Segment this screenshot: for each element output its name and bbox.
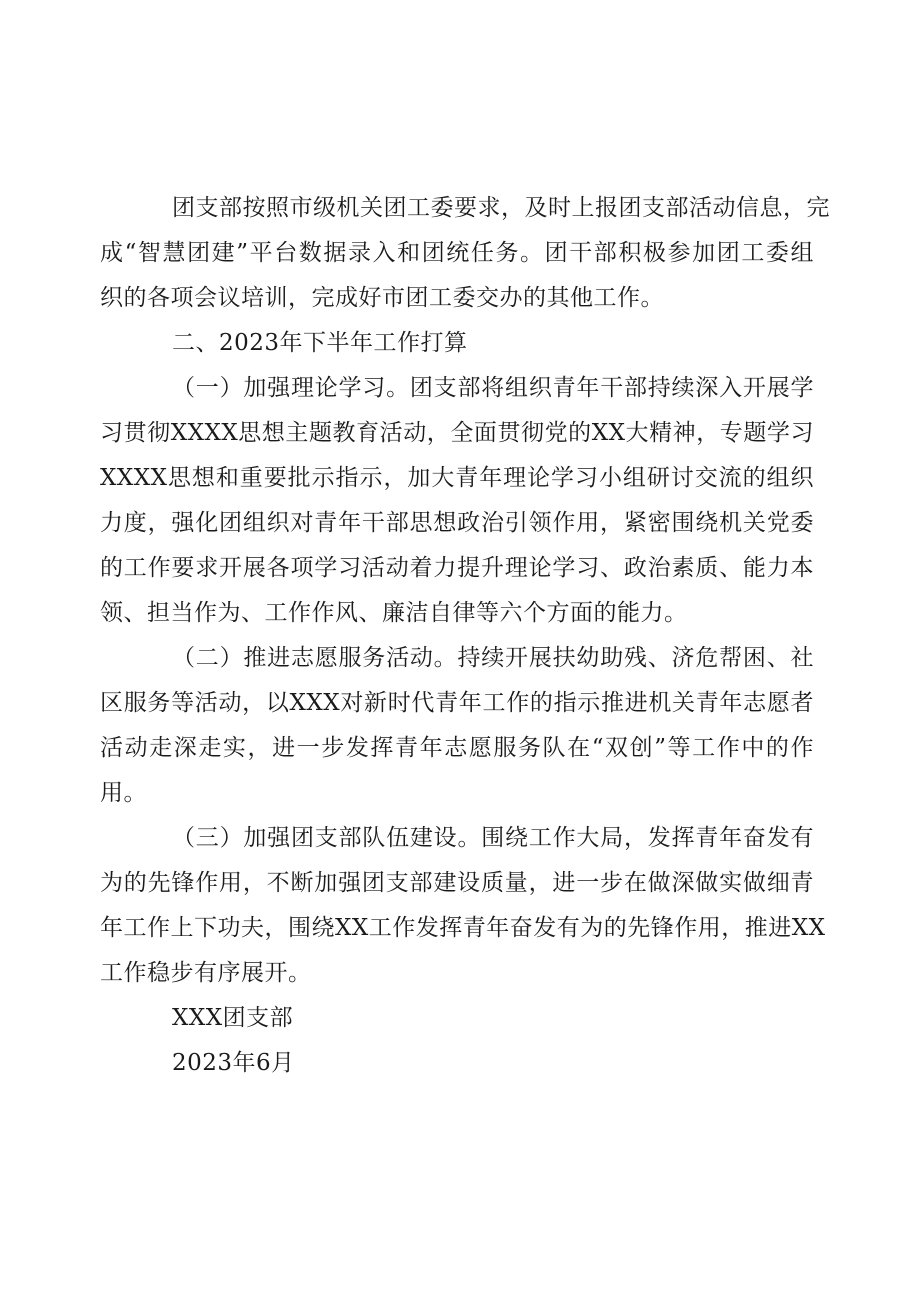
section-heading: 二、2023年下半年工作打算 <box>172 330 468 356</box>
paragraph-line: 的工作要求开展各项学习活动着力提升理论学习、政治素质、能力本 <box>100 555 814 581</box>
paragraph-line: 成“智慧团建”平台数据录入和团统任务。团干部积极参加团工委组 <box>100 240 814 266</box>
paragraph-line: （二）推进志愿服务活动。持续开展扶幼助残、济危帮困、社 <box>172 645 814 671</box>
paragraph-line: 年工作上下功夫，围绕XX工作发挥青年奋发有为的先锋作用，推进XX <box>100 915 826 941</box>
paragraph-line: 为的先锋作用，不断加强团支部建设质量，进一步在做深做实做细青 <box>100 870 814 896</box>
paragraph-line: 织的各项会议培训，完成好市团工委交办的其他工作。 <box>100 285 664 311</box>
paragraph-line: 用。 <box>100 780 147 806</box>
paragraph-line: （一）加强理论学习。团支部将组织青年干部持续深入开展学 <box>172 375 814 401</box>
paragraph-line: 力度，强化团组织对青年干部思想政治引领作用，紧密围绕机关党委 <box>100 510 814 536</box>
paragraph-line: 区服务等活动，以XXX对新时代青年工作的指示推进机关青年志愿者 <box>100 690 814 716</box>
paragraph-line: XXXX思想和重要批示指示，加大青年理论学习小组研讨交流的组织 <box>100 465 814 491</box>
paragraph-line: （三）加强团支部队伍建设。围绕工作大局，发挥青年奋发有 <box>172 825 814 851</box>
paragraph-line: 工作稳步有序展开。 <box>100 960 312 986</box>
signature-date: 2023年6月 <box>172 1050 295 1076</box>
paragraph-line: 领、担当作为、工作作风、廉洁自律等六个方面的能力。 <box>100 600 688 626</box>
paragraph-line: 习贯彻XXXX思想主题教育活动，全面贯彻党的XX大精神，专题学习 <box>100 420 814 446</box>
signature-organization: XXX团支部 <box>172 1005 294 1031</box>
paragraph-line: 活动走深走实，进一步发挥青年志愿服务队在“双创”等工作中的作 <box>100 735 814 761</box>
paragraph-line: 团支部按照市级机关团工委要求，及时上报团支部活动信息，完 <box>172 195 830 221</box>
